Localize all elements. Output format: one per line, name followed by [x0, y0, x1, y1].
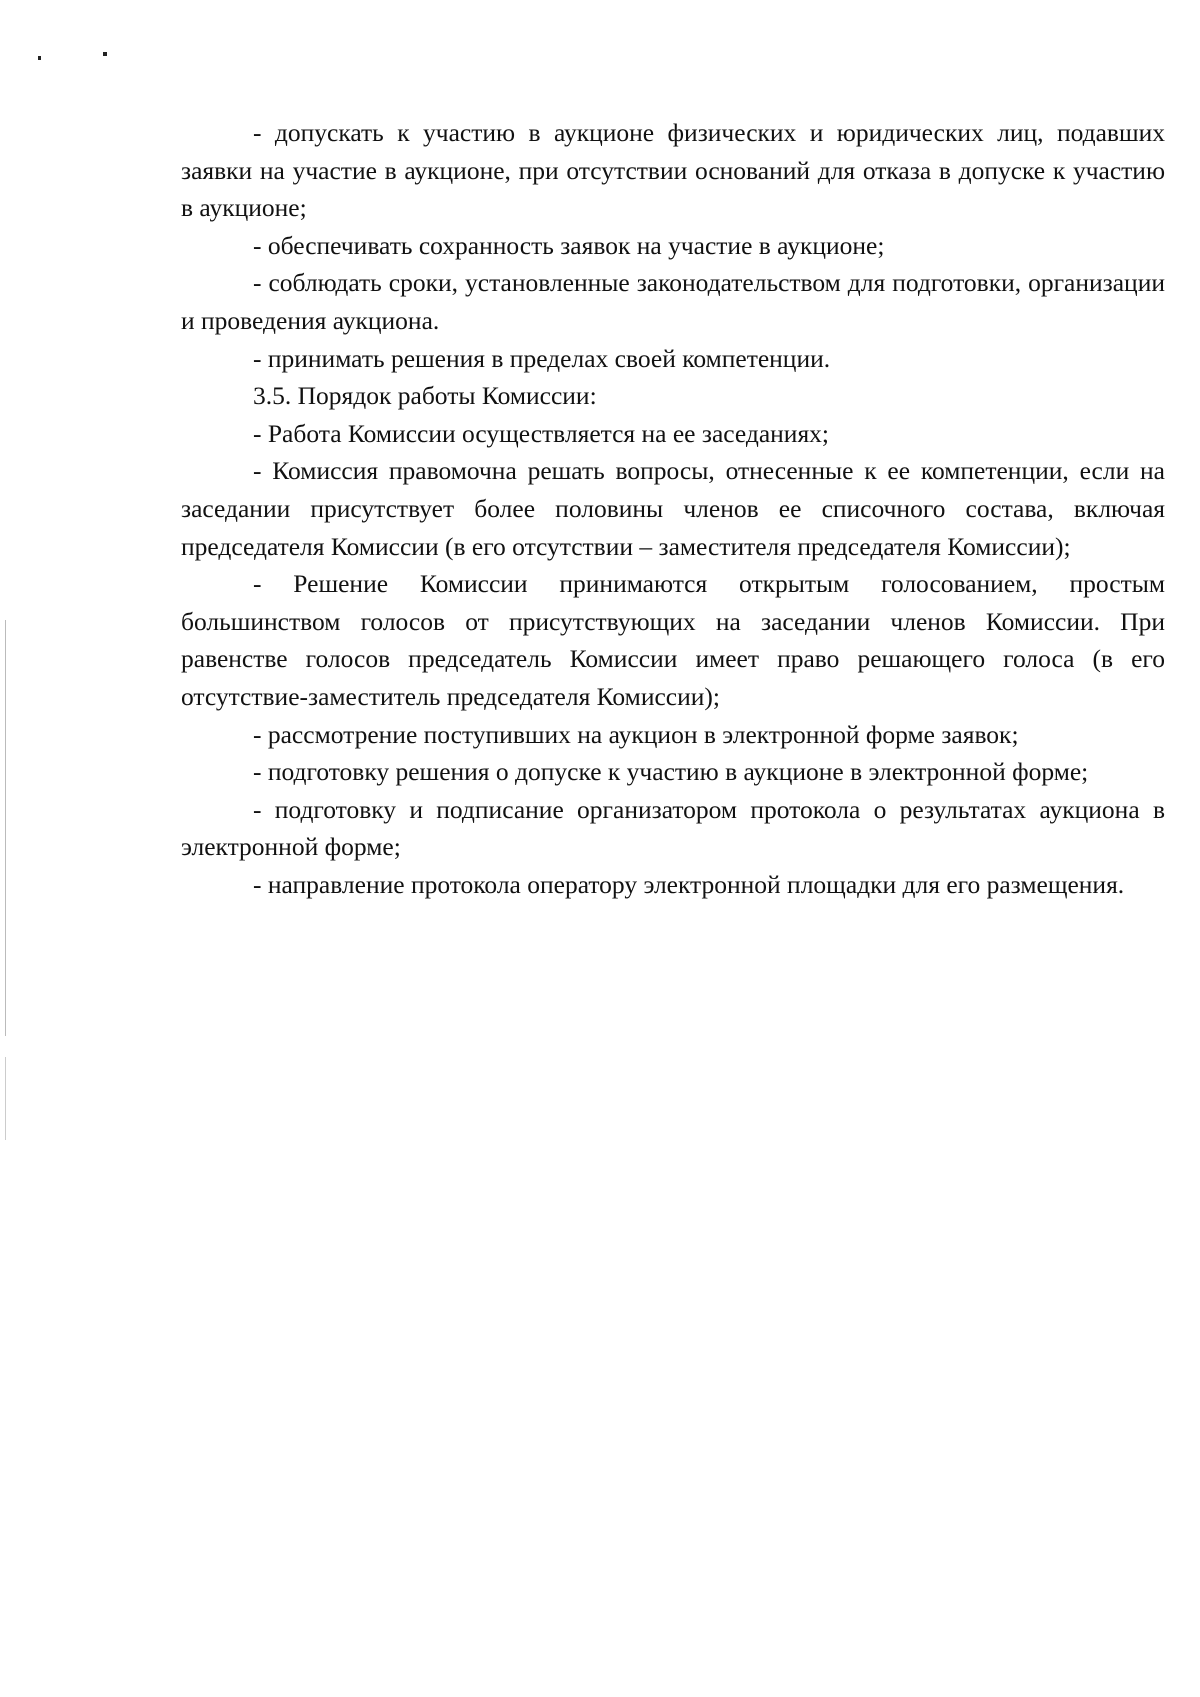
paragraph: - принимать решения в пределах своей компетенции.: [253, 343, 831, 373]
paragraph: - допускать к участию в аукционе физических и юридических лиц, подавших заявки на участие в аукционе, при отсутствии оснований для отказа в допуске к участию в аукционе;: [181, 118, 1165, 223]
paragraph: - обеспечивать сохранность заявок на участие в аукционе;: [253, 230, 885, 260]
paragraph: - Комиссия правомочна решать вопросы, отнесенные к ее компетенции, если на заседании присутствует более половины членов ее списочного состава, включая председателя Комиссии (в его отсутствии – заместителя председателя Комиссии);: [181, 456, 1165, 561]
scan-speck: [38, 56, 41, 60]
paragraph: - подготовку решения о допуске к участию в аукционе в электронной форме;: [253, 757, 1089, 787]
paragraph: - Работа Комиссии осуществляется на ее заседаниях;: [253, 418, 830, 448]
paragraph: - соблюдать сроки, установленные законодательством для подготовки, организации и проведения аукциона.: [181, 268, 1165, 335]
paragraph: - рассмотрение поступивших на аукцион в электронной форме заявок;: [253, 719, 1019, 749]
document-body: [181, 114, 1165, 903]
scan-speck: [103, 52, 107, 56]
scan-edge-line: [5, 620, 6, 1140]
paragraph: - направление протокола оператору электронной площадки для его размещения.: [253, 869, 1125, 899]
paragraph: - Решение Комиссии принимаются открытым голосованием, простым большинством голосов от присутствующих на заседании членов Комиссии. При равенстве голосов председатель Комиссии имеет право решающего голоса (в его отсутствие-заместитель председателя Комиссии);: [181, 569, 1165, 711]
section-heading: 3.5. Порядок работы Комиссии:: [253, 381, 597, 411]
paragraph: - подготовку и подписание организатором протокола о результатах аукциона в электронной форме;: [181, 794, 1165, 862]
